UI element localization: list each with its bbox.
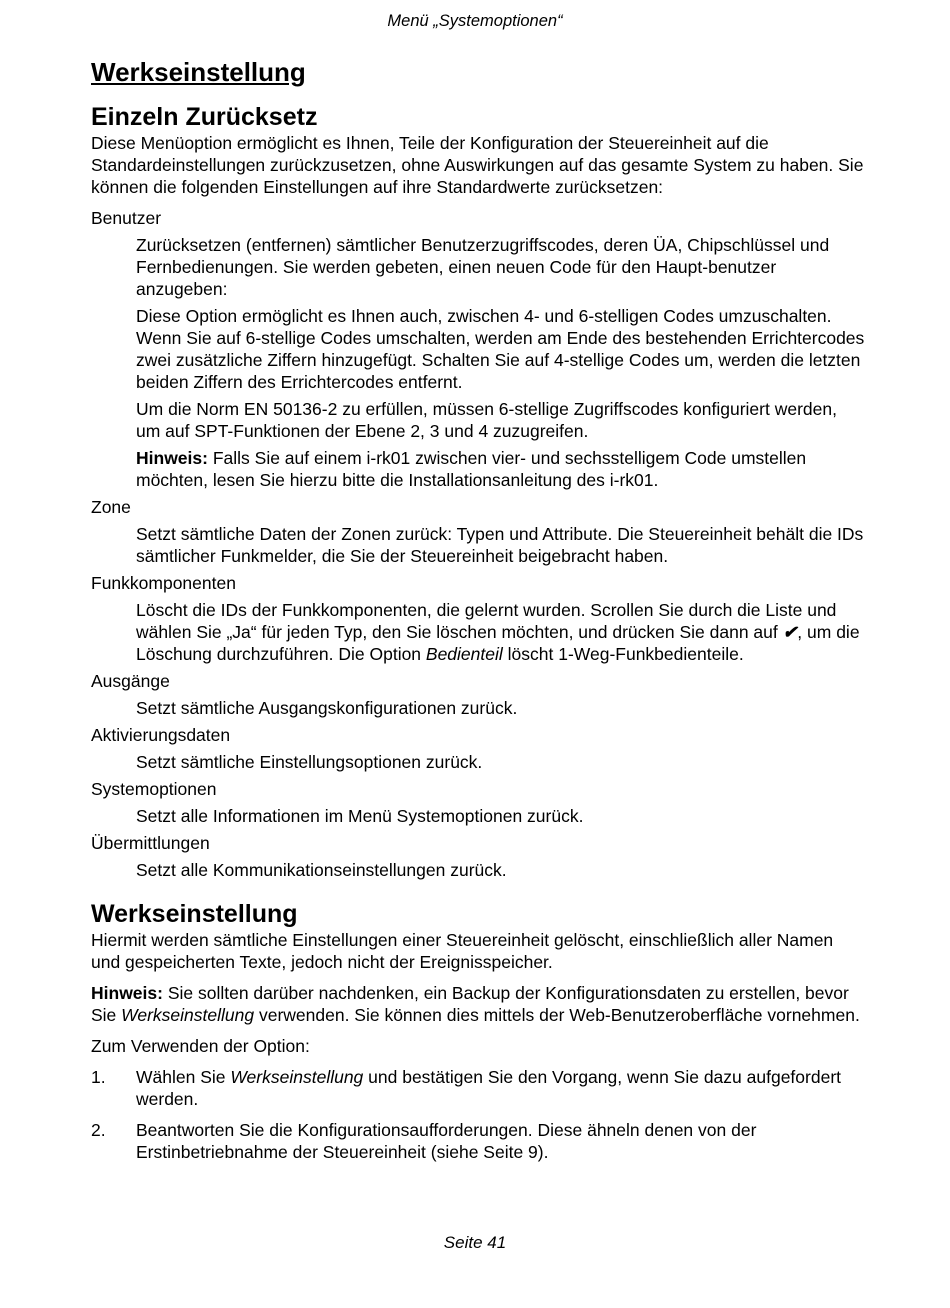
paragraph xyxy=(136,599,866,665)
checkmark-icon: ✔ xyxy=(782,622,798,642)
text-span: Sie sollten darüber nachdenken, ein Backup der Konfigurationsdaten zu erstellen, bevor Sie xyxy=(91,983,849,1025)
text-span: löscht 1-Weg-Funkbedienteile. xyxy=(502,644,744,664)
option-name: Werkseinstellung xyxy=(121,1005,255,1025)
text-span: , um die Löschung durchzuführen. Die Option xyxy=(136,622,860,664)
note-label: Hinweis: xyxy=(136,448,208,468)
text-span: und bestätigen Sie den Vorgang, wenn Sie dazu aufgefordert werden. xyxy=(136,1067,842,1109)
section-heading: Einzeln Zurücksetz xyxy=(91,103,318,131)
note xyxy=(136,447,866,491)
paragraph: Setzt sämtliche Ausgangskonfigurationen zurück. xyxy=(136,698,518,718)
list-item xyxy=(91,1066,866,1110)
term-aktivierungsdaten: Aktivierungsdaten xyxy=(91,725,231,745)
page-content xyxy=(91,56,866,1172)
paragraph: Setzt alle Informationen im Menü Systemoptionen zurück. xyxy=(136,806,584,826)
text-span: verwenden. Sie können dies mittels der Web-Benutzeroberfläche vornehmen. xyxy=(254,1005,860,1025)
paragraph: Diese Option ermöglicht es Ihnen auch, zwischen 4- und 6-stelligen Codes umzuschalten. Wenn Sie auf 6-stellige Codes umschalten, werden am Ende des bestehenden Errichtercodes zwei zusätzliche Ziffern hinzugefügt. Schalten Sie auf 4-stellige Codes um, werden die letzten beiden Ziffern des Errichtercodes entfernt. xyxy=(136,306,865,392)
term-uebermittlungen: Übermittlungen xyxy=(91,833,210,853)
definition-funkkomponenten xyxy=(136,599,866,665)
section-werkseinstellung xyxy=(91,899,866,1163)
section-einzeln-zuruecksetz xyxy=(91,102,866,881)
paragraph: Setzt alle Kommunikationseinstellungen zurück. xyxy=(136,860,507,880)
section-intro: Diese Menüoption ermöglicht es Ihnen, Teile der Konfiguration der Steuereinheit auf die Standardeinstellungen zurückzusetzen, ohne Auswirkungen auf das gesamte System zu haben. Sie können die folgenden Einstellungen auf ihre Standardwerte zurücksetzen: xyxy=(91,133,864,197)
note xyxy=(91,982,866,1026)
steps-list xyxy=(91,1066,866,1163)
text-span: Beantworten Sie die Konfigurationsaufforderungen. Diese ähneln denen von der Erstinbetriebnahme der Steuereinheit (siehe Seite 9). xyxy=(136,1120,757,1162)
term-funkkomponenten: Funkkomponenten xyxy=(91,573,236,593)
paragraph: Um die Norm EN 50136-2 zu erfüllen, müssen 6-stellige Zugriffscodes konfiguriert werden, um auf SPT-Funktionen der Ebene 2, 3 und 4 zuzugreifen. xyxy=(136,399,837,441)
step-number: 2. xyxy=(91,1120,106,1140)
step-number: 1. xyxy=(91,1067,106,1087)
paragraph: Setzt sämtliche Daten der Zonen zurück: Typen und Attribute. Die Steuereinheit behält die IDs sämtlicher Funkmelder, die Sie der Steuereinheit beigebracht haben. xyxy=(136,524,864,566)
option-name: Werkseinstellung xyxy=(230,1067,364,1087)
usage-intro: Zum Verwenden der Option: xyxy=(91,1036,310,1056)
text-span: Wählen Sie xyxy=(136,1067,231,1087)
definition-ausgaenge xyxy=(136,697,866,719)
definition-uebermittlungen xyxy=(136,859,866,881)
term-ausgaenge: Ausgänge xyxy=(91,671,170,691)
term-zone: Zone xyxy=(91,497,131,517)
option-name: Bedienteil xyxy=(425,644,503,664)
definition-zone xyxy=(136,523,866,567)
list-item xyxy=(91,1119,866,1163)
definition-systemoptionen xyxy=(136,805,866,827)
running-header: Menü „Systemoptionen“ xyxy=(387,12,563,30)
definition-aktivierungsdaten xyxy=(136,751,866,773)
term-systemoptionen: Systemoptionen xyxy=(91,779,217,799)
paragraph: Setzt sämtliche Einstellungsoptionen zurück. xyxy=(136,752,483,772)
page-title: Werkseinstellung xyxy=(91,57,306,87)
note-text: Falls Sie auf einem i-rk01 zwischen vier- und sechsstelligem Code umstellen möchten, lesen Sie hierzu bitte die Installationsanleitung des i-rk01. xyxy=(136,448,807,490)
paragraph: Zurücksetzen (entfernen) sämtlicher Benutzerzugriffscodes, deren ÜA, Chipschlüssel und Fernbedienungen. Sie werden gebeten, einen neuen Code für den Haupt-benutzer anzugeben: xyxy=(136,235,830,299)
section-intro: Hiermit werden sämtliche Einstellungen einer Steuereinheit gelöscht, einschließlich aller Namen und gespeicherten Texte, jedoch nicht der Ereignisspeicher. xyxy=(91,930,834,972)
page-number: Seite 41 xyxy=(443,1233,507,1252)
definition-benutzer xyxy=(136,234,866,491)
text-span: Löscht die IDs der Funkkomponenten, die gelernt wurden. Scrollen Sie durch die Liste und wählen Sie „Ja“ für jeden Typ, den Sie löschen möchten, und drücken Sie dann auf xyxy=(136,600,837,642)
note-label: Hinweis: xyxy=(91,983,163,1003)
section-heading: Werkseinstellung xyxy=(91,900,298,928)
term-benutzer: Benutzer xyxy=(91,208,162,228)
